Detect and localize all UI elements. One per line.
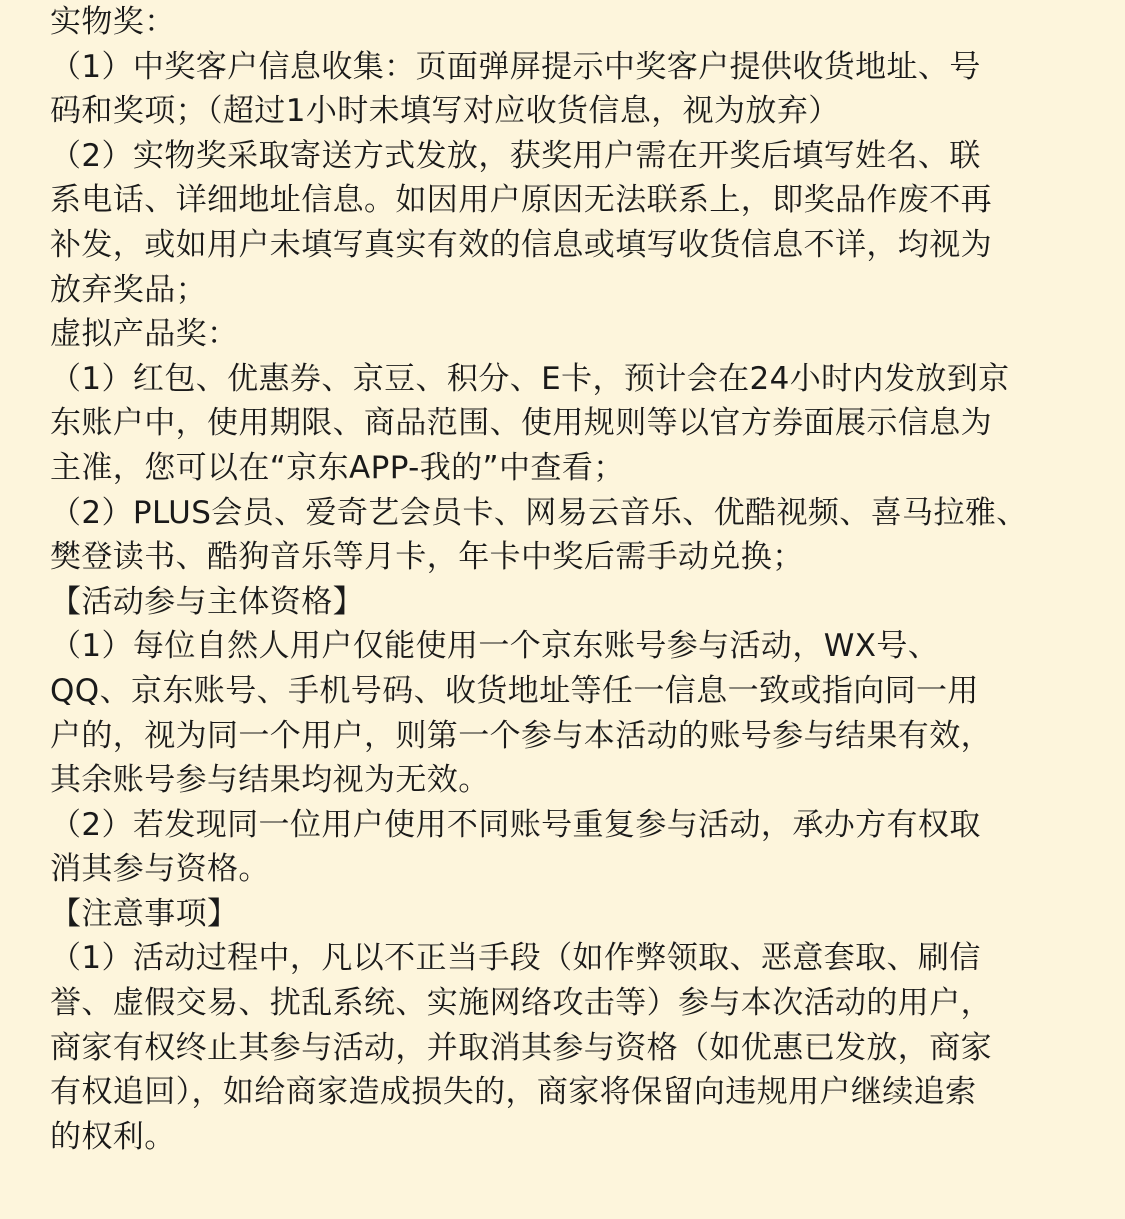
rule-line: （2）若发现同一位用户使用不同账号重复参与活动，承办方有权取 [50,806,981,843]
rule-line: 誉、虚假交易、扰乱系统、实施网络攻击等）参与本次活动的用户， [50,985,992,1022]
rule-line: 补发，或如用户未填写真实有效的信息或填写收货信息不详，均视为 [50,226,992,263]
rule-line: 东账户中，使用期限、商品范围、使用规则等以官方券面展示信息为 [50,405,992,442]
rule-line: 系电话、详细地址信息。如因用户原因无法联系上，即奖品作废不再 [50,182,992,219]
rule-line: 放弃奖品； [50,271,207,308]
rules-text-block [50,0,1090,1159]
section-heading-eligibility: 【活动参与主体资格】 [50,583,364,620]
rule-line: （2）PLUS会员、爱奇艺会员卡、网易云音乐、优酷视频、喜马拉雅、 [50,494,1028,531]
section-heading-physical-prize: 实物奖： [50,4,176,40]
section-heading-notes: 【注意事项】 [50,895,239,932]
rule-line: （1）红包、优惠券、京豆、积分、E卡，预计会在24小时内发放到京 [50,360,1010,397]
rule-line: 的权利。 [50,1118,176,1155]
rule-line: （1）每位自然人用户仅能使用一个京东账号参与活动，WX号、 [50,628,940,665]
section-heading-virtual-prize: 虚拟产品奖： [50,316,239,353]
rule-line: 主准，您可以在“京东APP-我的”中查看； [50,449,625,486]
rule-line: 樊登读书、酷狗音乐等月卡，年卡中奖后需手动兑换； [50,539,804,576]
rule-line: （2）实物奖采取寄送方式发放，获奖用户需在开奖后填写姓名、联 [50,137,981,174]
rule-line: 码和奖项；（超过1小时未填写对应收货信息，视为放弃） [50,93,840,130]
rule-line: 商家有权终止其参与活动，并取消其参与资格（如优惠已发放，商家 [50,1029,992,1066]
rule-line: （1）中奖客户信息收集：页面弹屏提示中奖客户提供收货地址、号 [50,48,981,85]
rule-line: 其余账号参与结果均视为无效。 [50,762,490,799]
rule-line: 消其参与资格。 [50,851,270,888]
rule-line: 户的，视为同一个用户，则第一个参与本活动的账号参与结果有效， [50,717,992,754]
rule-line: 有权追回），如给商家造成损失的，商家将保留向违规用户继续追索 [50,1074,977,1111]
rule-line: QQ、京东账号、手机号码、收货地址等任一信息一致或指向同一用 [50,672,979,709]
rule-line: （1）活动过程中，凡以不正当手段（如作弊领取、恶意套取、刷信 [50,940,981,977]
